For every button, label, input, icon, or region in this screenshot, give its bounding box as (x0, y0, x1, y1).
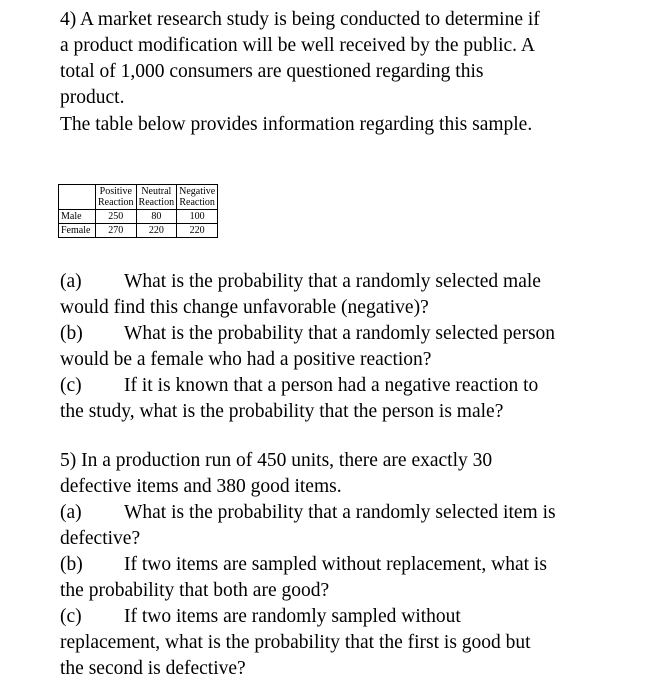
column-header-positive (96, 185, 137, 210)
text-line: would be a female who had a positive reaction? (60, 349, 432, 370)
text-line: would find this change unfavorable (negative)? (60, 297, 429, 318)
text-line: replacement, what is the probability that the first is good but (60, 632, 531, 653)
text-line: The table below provides information regarding this sample. (60, 114, 533, 135)
part-text: If it is known that a person had a negative reaction to (124, 375, 539, 396)
text-line: 4) A market research study is being conducted to determine if (60, 9, 540, 30)
question-5 (60, 448, 620, 682)
table-corner-cell (59, 185, 96, 210)
part-text: If two items are randomly sampled without (124, 606, 461, 627)
text-line: total of 1,000 consumers are questioned regarding this (60, 61, 484, 82)
table-row (59, 210, 218, 224)
table-header-row (59, 185, 218, 210)
part-c-line (60, 373, 620, 399)
table-cell: 220 (136, 224, 177, 238)
text-line: 5) In a production run of 450 units, there are exactly 30 (60, 450, 493, 471)
part-tag: (c) (60, 606, 82, 627)
part-text: What is the probability that a randomly selected person (124, 323, 556, 344)
column-header-line: Reaction (98, 197, 134, 208)
question-4-parts (60, 269, 620, 425)
table-cell: 80 (136, 210, 177, 224)
question-4-intro (60, 7, 620, 111)
text-line: the study, what is the probability that the person is male? (60, 401, 504, 422)
column-header-neutral (136, 185, 177, 210)
column-header-line: Neutral (141, 186, 172, 197)
part-tag: (a) (60, 271, 82, 292)
text-line: defective? (60, 528, 141, 549)
column-header-line: Negative (179, 186, 216, 197)
table-cell: 270 (96, 224, 137, 238)
row-label-male: Male (59, 210, 96, 224)
part-text: What is the probability that a randomly selected male (124, 271, 541, 292)
part-a-line (60, 269, 620, 295)
part-tag: (b) (60, 323, 83, 344)
table-row (59, 224, 218, 238)
text-line: the probability that both are good? (60, 580, 330, 601)
text-line: product. (60, 87, 125, 108)
table-cell: 250 (96, 210, 137, 224)
question-4-table-caption (60, 112, 620, 138)
text-line: defective items and 380 good items. (60, 476, 342, 497)
column-header-line: Reaction (138, 197, 175, 208)
text-line: the second is defective? (60, 658, 246, 679)
text-line: a product modification will be well received by the public. A (60, 35, 535, 56)
part-c-line (60, 604, 620, 630)
part-b-line (60, 552, 620, 578)
column-header-line: Positive (99, 186, 132, 197)
column-header-line: Reaction (179, 197, 215, 208)
row-label-female: Female (59, 224, 96, 238)
table-cell: 220 (177, 224, 218, 238)
part-text: If two items are sampled without replacement, what is (124, 554, 547, 575)
part-a-line (60, 500, 620, 526)
reaction-table (58, 184, 218, 238)
part-tag: (c) (60, 375, 82, 396)
table-cell: 100 (177, 210, 218, 224)
part-tag: (a) (60, 502, 82, 523)
part-tag: (b) (60, 554, 83, 575)
part-text: What is the probability that a randomly selected item is (124, 502, 556, 523)
part-b-line (60, 321, 620, 347)
column-header-negative (177, 185, 218, 210)
